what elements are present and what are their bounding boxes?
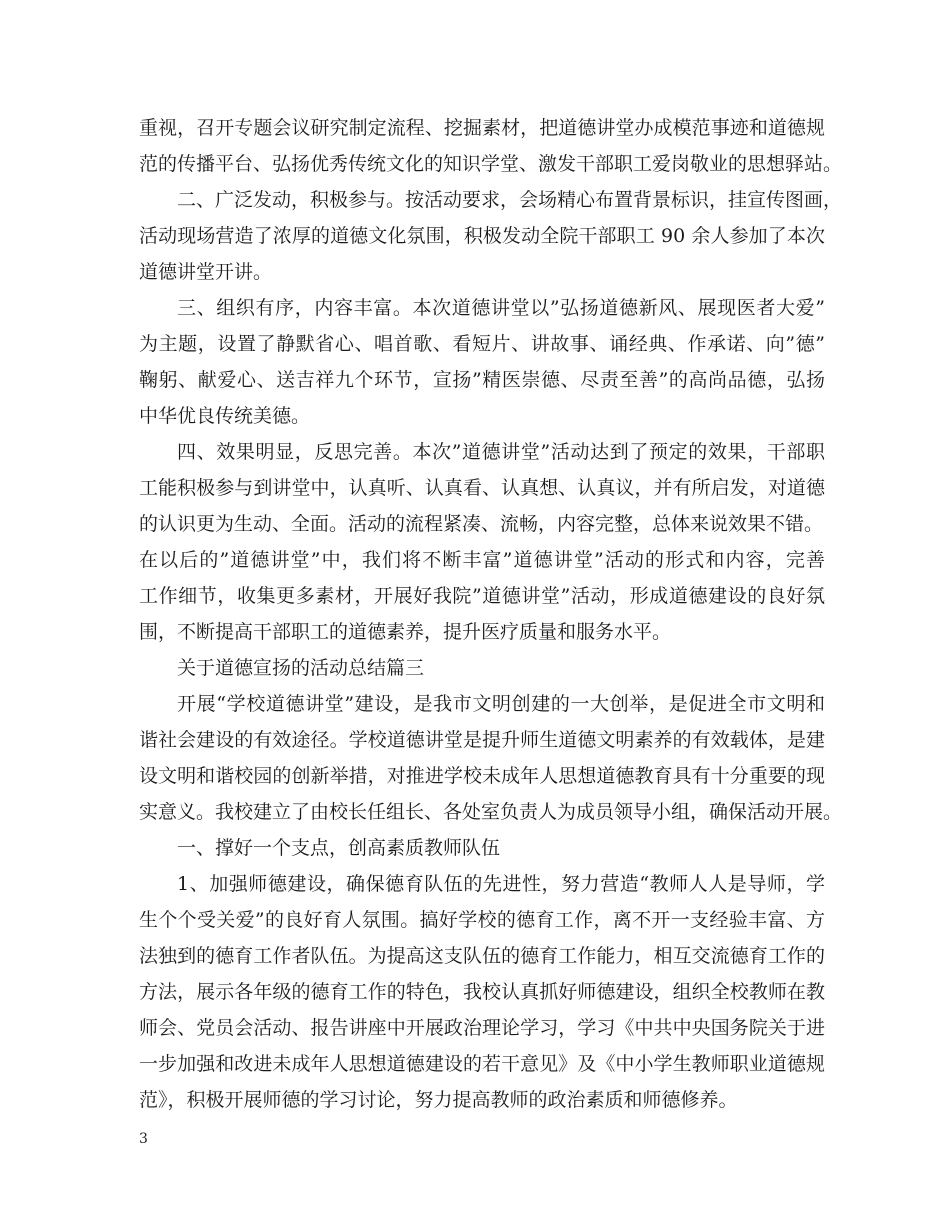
text-line: 1、加强师德建设，确保德育队伍的先进性，努力营造“教师人人是导师，学 [177, 873, 825, 895]
text-line: 工能积极参与到讲堂中，认真听、认真看、认真想、认真议，并有所启发，对道德 [139, 477, 825, 499]
text-line: 活动现场营造了浓厚的道德文化氛围，积极发动全院干部职工 90 余人参加了本次 [139, 225, 825, 247]
text-line: 设文明和谐校园的创新举措，对推进学校未成年人思想道德教育具有十分重要的现 [139, 765, 825, 787]
text-line: 的认识更为生动、全面。活动的流程紧凑、流畅，内容完整，总体来说效果不错。 [139, 513, 824, 535]
text-line: 二、广泛发动，积极参与。按活动要求，会场精心布置背景标识，挂宣传图画， [177, 189, 843, 211]
text-line: 围，不断提高干部职工的道德素养，提升医疗质量和服务水平。 [139, 621, 672, 643]
text-line: 关于道德宣扬的活动总结篇三 [177, 657, 425, 679]
text-line: 范的传播平台、弘扬优秀传统文化的知识学堂、激发干部职工爱岗敬业的思想驿站。 [139, 153, 843, 175]
text-line: 方法，展示各年级的德育工作的特色，我校认真抓好师德建设，组织全校教师在教 [139, 981, 825, 1003]
text-line: 为主题，设置了静默省心、唱首歌、看短片、讲故事、诵经典、作承诺、向”德” [139, 333, 825, 355]
text-line: 道德讲堂开讲。 [139, 261, 273, 283]
text-line: 四、效果明显，反思完善。本次”道德讲堂”活动达到了预定的效果，干部职 [177, 441, 825, 463]
text-line: 鞠躬、献爱心、送吉祥九个环节，宣扬”精医崇德、尽责至善”的高尚品德，弘扬 [139, 369, 825, 391]
document-body [139, 110, 843, 1118]
page-number: 3 [139, 1131, 148, 1147]
text-line: 中华优良传统美德。 [139, 405, 311, 427]
text-line: 法独到的德育工作者队伍。为提高这支队伍的德育工作能力，相互交流德育工作的 [139, 945, 825, 967]
text-line: 生个个受关爱”的良好育人氛围。搞好学校的德育工作，离不开一支经验丰富、方 [139, 909, 825, 931]
text-line: 实意义。我校建立了由校长任组长、各处室负责人为成员领导小组，确保活动开展。 [139, 801, 843, 823]
text-line: 在以后的”道德讲堂”中，我们将不断丰富”道德讲堂”活动的形式和内容，完善 [139, 549, 825, 571]
text-line: 一、撑好一个支点，创高素质教师队伍 [177, 837, 501, 859]
text-line: 开展“学校道德讲堂”建设，是我市文明创建的一大创举，是促进全市文明和 [177, 693, 825, 715]
text-line: 谐社会建设的有效途径。学校道德讲堂是提升师生道德文明素养的有效载体，是建 [139, 729, 825, 751]
text-line: 三、组织有序，内容丰富。本次道德讲堂以”弘扬道德新风、展现医者大爱” [177, 297, 825, 319]
text-line: 范》，积极开展师德的学习讨论，努力提高教师的政治素质和师德修养。 [139, 1089, 738, 1111]
text-line: 工作细节，收集更多素材，开展好我院”道德讲堂”活动，形成道德建设的良好氛 [139, 585, 825, 607]
text-line: 师会、党员会活动、报告讲座中开展政治理论学习，学习《中共中央国务院关于进 [139, 1017, 825, 1039]
text-line: 重视，召开专题会议研究制定流程、挖掘素材，把道德讲堂办成模范事迹和道德规 [139, 117, 825, 139]
text-line: 一步加强和改进未成年人思想道德建设的若干意见》及《中小学生教师职业道德规 [139, 1053, 825, 1075]
